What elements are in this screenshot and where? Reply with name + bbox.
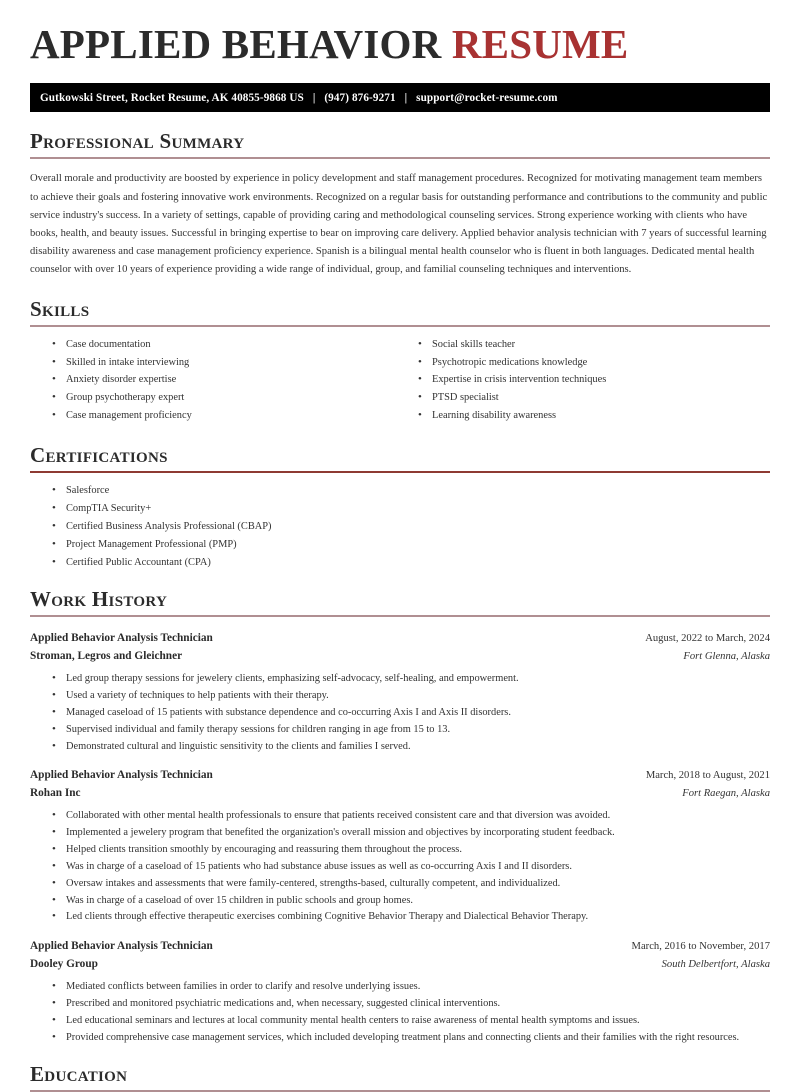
job-location: Fort Raegan, Alaska (682, 788, 770, 800)
certifications-list (30, 483, 770, 570)
job-company: Stroman, Legros and Gleichner (30, 650, 183, 663)
list-item: • Anxiety disorder expertise (52, 372, 400, 387)
section-work-history (30, 588, 770, 1045)
list-item: • Used a variety of techniques to help patients with their therapy. (52, 688, 770, 703)
job-subheader-row (30, 787, 770, 799)
section-title-certifications: Certifications (30, 443, 168, 468)
list-item: • Learning disability awareness (418, 408, 770, 423)
section-title-work-history: Work History (30, 587, 168, 612)
list-item: • Project Management Professional (PMP) (52, 537, 770, 552)
section-title-skills: Skills (30, 296, 90, 321)
list-item: • Demonstrated cultural and linguistic sensitivity to the clients and families I served. (52, 739, 770, 754)
section-certifications (30, 444, 770, 570)
job-company: Rohan Inc (30, 787, 81, 800)
list-item: • Skilled in intake interviewing (52, 355, 400, 370)
job-dates: August, 2022 to March, 2024 (645, 633, 770, 645)
contact-email[interactable]: support@rocket-resume.com (416, 91, 558, 104)
list-item: • Collaborated with other mental health professionals to ensure that patients received consistent care and that diversion was avoided. (52, 808, 770, 823)
list-item: • Was in charge of a caseload of 15 patients who had substance abuse issues as well as co-occurring Axis I and II disorders. (52, 859, 770, 874)
job-subheader-row (30, 958, 770, 970)
job-dates: March, 2016 to November, 2017 (631, 940, 770, 952)
skills-list-left (30, 337, 400, 424)
list-item: • Psychotropic medications knowledge (418, 355, 770, 370)
job-location: South Delbertfort, Alaska (661, 958, 770, 970)
skills-column-left (30, 327, 400, 426)
section-divider (30, 471, 770, 473)
list-item: • Managed caseload of 15 patients with substance dependence and co-occurring Axis I and Axis II disorders. (52, 705, 770, 720)
list-item: • Provided comprehensive case management services, which included developing treatment plans and connecting clients and their families with the right resources. (52, 1030, 770, 1045)
list-item: • Expertise in crisis intervention techniques (418, 372, 770, 387)
contact-separator-1: | (312, 91, 316, 104)
work-history-entry (30, 940, 770, 1045)
job-header-row (30, 940, 770, 952)
work-history-entry (30, 769, 770, 925)
list-item: • Helped clients transition smoothly by encouraging and reassuring them throughout the process. (52, 842, 770, 857)
skills-columns (30, 327, 770, 426)
job-subheader-row (30, 650, 770, 662)
list-item: • Oversaw intakes and assessments that were family-centered, strengths-based, culturally competent, and individualized. (52, 876, 770, 891)
list-item: • Was in charge of a caseload of over 15 children in public schools and group homes. (52, 893, 770, 908)
section-professional-summary (30, 130, 770, 279)
job-dates: March, 2018 to August, 2021 (645, 770, 770, 782)
page-title (30, 0, 770, 66)
list-item: • Salesforce (52, 483, 770, 498)
list-item: • Prescribed and monitored psychiatric medications and, when necessary, suggested clinical interventions. (52, 996, 770, 1011)
skills-list-right (400, 337, 770, 424)
list-item: • Social skills teacher (418, 337, 770, 352)
job-title: Applied Behavior Analysis Technician (30, 632, 213, 645)
job-header-row (30, 632, 770, 644)
section-title-professional-summary: Professional Summary (30, 129, 245, 154)
job-company: Dooley Group (30, 957, 98, 970)
contact-separator-2: | (404, 91, 408, 104)
list-item: • Implemented a jewelery program that benefited the organization's overall mission and objectives by incorporating student feedback. (52, 825, 770, 840)
professional-summary-text: Overall morale and productivity are boosted by experience in policy development and staff management procedures. Recognized for motivating management team members to achieve their goals and fostering innovative work environments. Recognized on a regular basis for outstanding performance and contributions to the community and public service industry's success. In a variety of settings, capable of providing caring and methodological counseling services. Strong experience working with clients who have books, health, and beauty issues. Successful in bringing expertise to bear on improving care delivery. Applied behavior analysis technician with 7 years of successful learning disability awareness and case management proficiency experience. Spanish is a bilingual mental health counselor who is fluent in both languages. Dedicated mental health counselor with over 10 years of experience providing a wide range of individual, group, and familial counseling techniques and interventions. (30, 173, 768, 276)
name-last: RESUME (451, 21, 629, 67)
section-divider (30, 157, 770, 159)
list-item: • Led group therapy sessions for jewelery clients, emphasizing self-advocacy, self-healing, and empowerment. (52, 671, 770, 686)
list-item: • Certified Public Accountant (CPA) (52, 555, 770, 570)
list-item: • Led clients through effective therapeutic exercises combining Cognitive Behavior Therapy and Dialectical Behavior Therapy. (52, 909, 770, 924)
list-item: • Certified Business Analysis Professional (CBAP) (52, 519, 770, 534)
skills-column-right (400, 327, 770, 426)
job-title: Applied Behavior Analysis Technician (30, 769, 213, 782)
section-divider (30, 615, 770, 617)
list-item: • Case management proficiency (52, 408, 400, 423)
list-item: • Supervised individual and family therapy sessions for children ranging in age from 15 to 13. (52, 722, 770, 737)
job-bullets (30, 808, 770, 925)
section-education (30, 1063, 770, 1092)
work-history-entry (30, 632, 770, 754)
list-item: • Group psychotherapy expert (52, 390, 400, 405)
list-item: • Mediated conflicts between families in order to clarify and resolve underlying issues. (52, 979, 770, 994)
job-bullets (30, 671, 770, 754)
job-title: Applied Behavior Analysis Technician (30, 939, 213, 952)
section-title-education: Education (30, 1061, 128, 1086)
list-item: • Case documentation (52, 337, 400, 352)
job-header-row (30, 769, 770, 781)
list-item: • PTSD specialist (418, 390, 770, 405)
contact-bar (30, 83, 770, 112)
list-item: • CompTIA Security+ (52, 501, 770, 516)
job-bullets (30, 979, 770, 1045)
contact-phone[interactable]: (947) 876-9271 (324, 91, 396, 104)
contact-address: Gutkowski Street, Rocket Resume, AK 40855-9868 US (40, 91, 304, 104)
list-item: • Led educational seminars and lectures at local community mental health centers to raise awareness of mental health symptoms and issues. (52, 1013, 770, 1028)
name-first: APPLIED BEHAVIOR (30, 21, 442, 67)
job-location: Fort Glenna, Alaska (683, 651, 770, 663)
section-skills (30, 298, 770, 427)
